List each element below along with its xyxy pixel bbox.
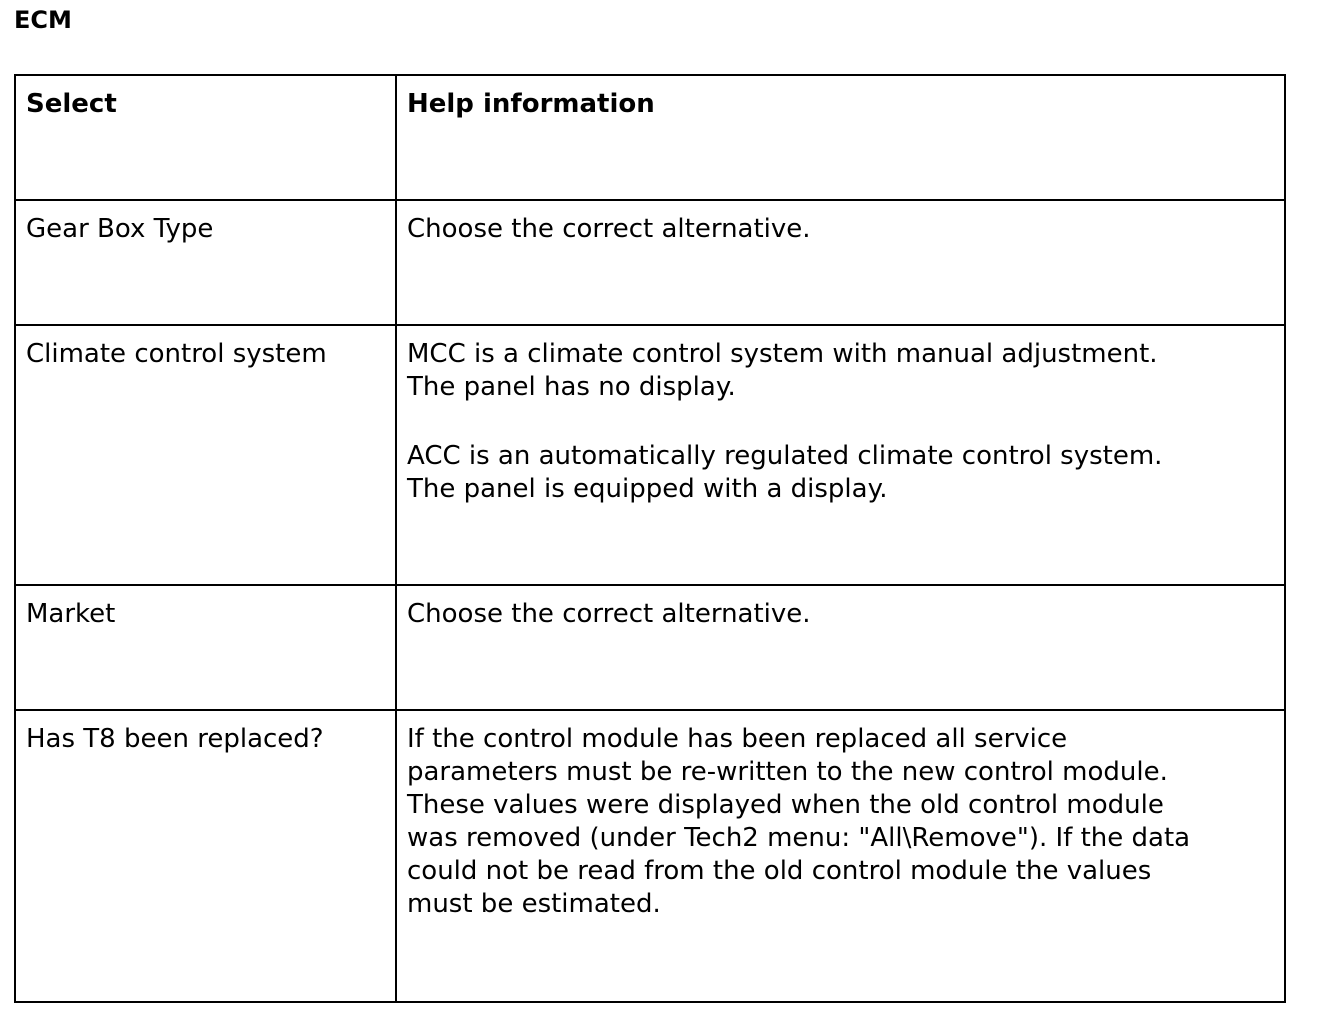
help-cell bbox=[396, 200, 1285, 325]
select-cell: Has T8 been replaced? bbox=[15, 710, 396, 1002]
help-paragraph: If the control module has been replaced all service parameters must be re-written to the new control module. These values were displayed when the old control module was removed (under Tech2 menu: "All\Remove"). If the data could not be read from the old control module the values must be estimated. bbox=[407, 724, 1191, 919]
column-header-select: Select bbox=[15, 75, 396, 200]
help-paragraph: ACC is an automatically regulated climate control system. The panel is equipped with a display. bbox=[407, 441, 1163, 504]
help-cell bbox=[396, 325, 1285, 585]
table-row bbox=[15, 585, 1285, 710]
page-title: ECM bbox=[14, 6, 72, 34]
select-cell: Climate control system bbox=[15, 325, 396, 585]
table-row bbox=[15, 200, 1285, 325]
help-paragraph: Choose the correct alternative. bbox=[407, 214, 811, 244]
table-row bbox=[15, 710, 1285, 1002]
table-header-row bbox=[15, 75, 1285, 200]
select-cell: Market bbox=[15, 585, 396, 710]
help-cell bbox=[396, 710, 1285, 1002]
column-header-help: Help information bbox=[396, 75, 1285, 200]
help-paragraph: Choose the correct alternative. bbox=[407, 599, 811, 629]
table-row bbox=[15, 325, 1285, 585]
help-cell bbox=[396, 585, 1285, 710]
help-table bbox=[14, 74, 1286, 1003]
select-cell: Gear Box Type bbox=[15, 200, 396, 325]
help-paragraph: MCC is a climate control system with manual adjustment. The panel has no display. bbox=[407, 339, 1158, 402]
